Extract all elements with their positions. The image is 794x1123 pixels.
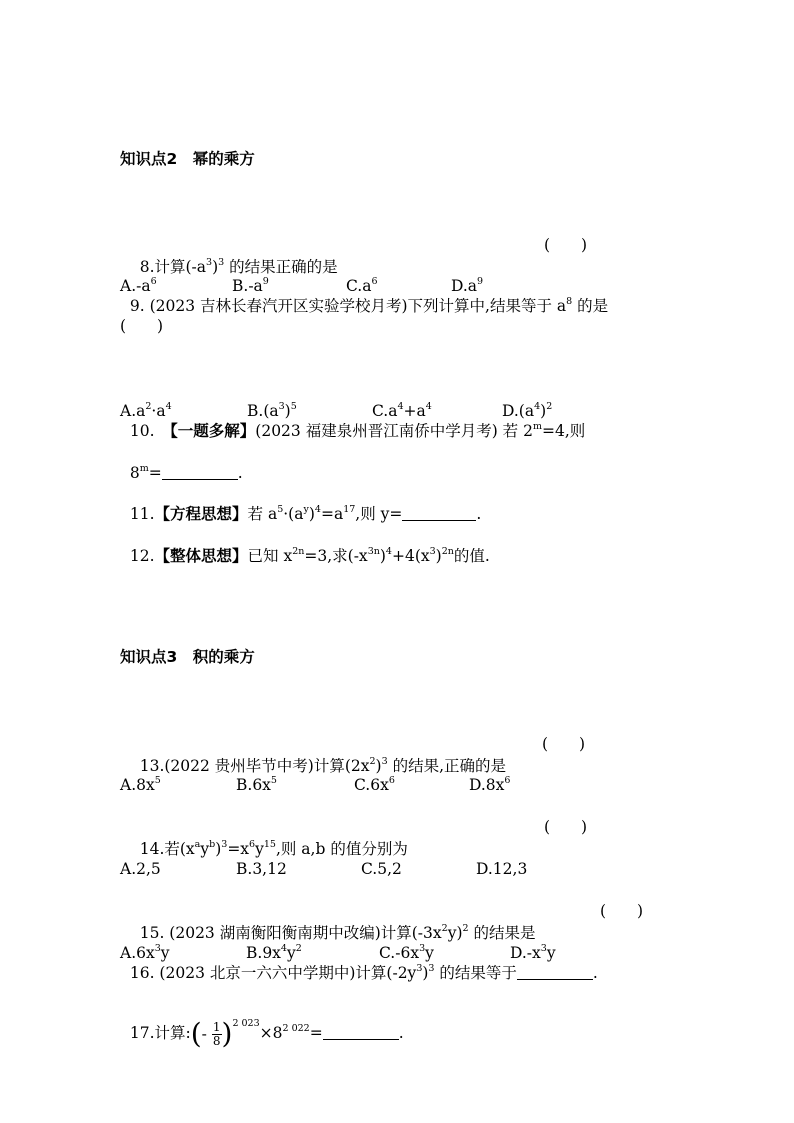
question-17: 17.计算:(- $\frac{1}{8}$ )$^{2 023}\times 8^{2 022}=$ .	[129, 1017, 404, 1050]
question-9: 9. (2023 吉林长春汽开区实验学校月考)下列计算中,结果等于 $a^8$ 的是	[129, 296, 609, 315]
q14-option-c[interactable]: C.5,2	[361, 860, 402, 878]
q15-option-d[interactable]: $D.-x^3y$	[510, 943, 556, 962]
q14-answer-paren[interactable]: ( )	[544, 818, 588, 836]
q15-option-b[interactable]: $B.9x^4y^2$	[246, 943, 302, 962]
q14-option-d[interactable]: D.12,3	[476, 860, 528, 878]
question-11: 11.【方程思想】若 $a^5\cdot(a^y)^4=a^{17}$,则 y= .	[129, 504, 482, 523]
q14-stem: 14.若$(x^ay^b)^3=x^6y^{15}$,则 a,b 的值分别为	[139, 839, 408, 858]
q11-tag: 【方程思想】	[154, 505, 248, 523]
q8-option-a[interactable]: $A.-a^6$	[120, 276, 157, 295]
q9-option-c[interactable]: $C.a^4+a^4$	[372, 401, 432, 420]
q11-answer-blank[interactable]	[402, 505, 476, 521]
question-16: 16. (2023 北京一六六中学期中)计算$(-2y^3)^3$ 的结果等于 .	[129, 963, 598, 982]
section-title-2: 知识点2 幂的乘方	[120, 150, 255, 168]
q9-option-d[interactable]: $D.(a^4)^2$	[502, 401, 553, 420]
q9-option-b[interactable]: $B.(a^3)^5$	[247, 401, 297, 420]
q10-answer-blank[interactable]	[162, 464, 238, 480]
q17-answer-blank[interactable]	[323, 1024, 399, 1040]
q8-option-b[interactable]: $B.-a^9$	[232, 276, 269, 295]
q9-option-a[interactable]: $A.a^2\cdot a^4$	[120, 401, 172, 420]
q16-answer-blank[interactable]	[517, 964, 593, 980]
q15-option-a[interactable]: $A.6x^3y$	[120, 943, 170, 962]
q15-answer-paren[interactable]: ( )	[600, 902, 644, 920]
question-10-line2: $8^m=$ .	[129, 463, 243, 482]
q13-answer-paren[interactable]: ( )	[542, 735, 586, 753]
q10-tag: 【一题多解】	[170, 422, 256, 440]
q13-option-d[interactable]: $D.8x^6$	[469, 775, 511, 794]
q13-option-a[interactable]: $A.8x^5$	[120, 775, 161, 794]
q15-stem: 15. (2023 湖南衡阳衡南期中改编)计算$(-3x^2y)^2$ 的结果是	[139, 923, 536, 942]
question-10: 10. 【一题多解】(2023 福建泉州晋江南侨中学月考) 若 $2^m=4$,则	[129, 421, 586, 440]
q15-option-c[interactable]: $C.-6x^3y$	[379, 943, 434, 962]
q17-fraction: $\frac{1}{8}$	[212, 1019, 221, 1048]
q8-option-c[interactable]: $C.a^6$	[346, 276, 378, 295]
q13-stem: 13.(2022 贵州毕节中考)计算$(2x^2)^3$ 的结果,正确的是	[139, 756, 507, 775]
q8-option-d[interactable]: $D.a^9$	[451, 276, 484, 295]
q9-answer-paren[interactable]: ( )	[120, 317, 164, 335]
q8-answer-paren[interactable]: ( )	[544, 236, 588, 254]
q13-option-b[interactable]: $B.6x^5$	[236, 775, 277, 794]
q13-option-c[interactable]: $C.6x^6$	[354, 775, 395, 794]
q14-option-a[interactable]: A.2,5	[120, 860, 161, 878]
q12-tag: 【整体思想】	[154, 547, 248, 565]
q8-stem: 8.计算$(-a^3)^3$ 的结果正确的是	[139, 257, 338, 276]
section-title-3: 知识点3 积的乘方	[120, 648, 255, 666]
q14-option-b[interactable]: B.3,12	[236, 860, 287, 878]
question-12: 12.【整体思想】已知 $x^{2n}=3$,求$(-x^{3n})^4+4(x^3)^{2n}$的值.	[129, 546, 490, 565]
